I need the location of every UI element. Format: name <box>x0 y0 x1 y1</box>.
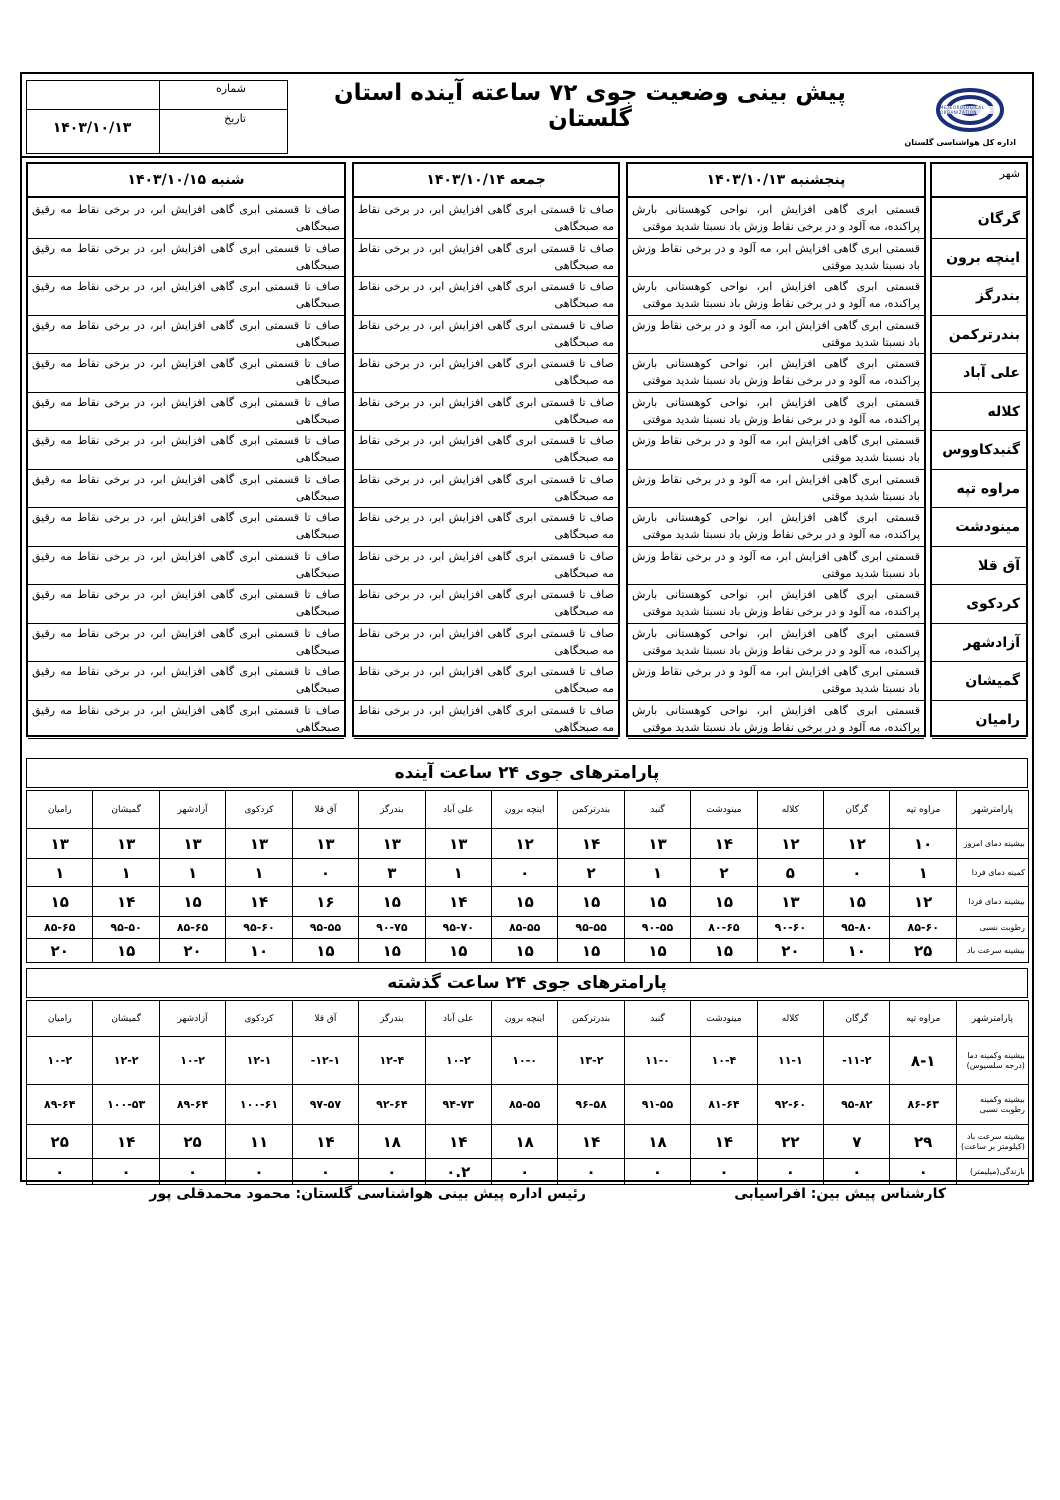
value-cell: ۲ <box>691 859 757 887</box>
value-cell: ۱۴ <box>292 1125 358 1159</box>
city-name: گرگان <box>932 200 1026 239</box>
value-cell: ۱۲-۱- <box>292 1037 358 1085</box>
city-column-header: شهر <box>932 164 1026 198</box>
forecast-cell: صاف تا قسمتی ابری گاهی افزایش ابر، در برخی نقاط مه صبحگاهی <box>354 393 618 432</box>
value-cell: ۰ <box>824 1159 890 1185</box>
value-cell: ۱۴ <box>558 829 624 859</box>
city-name: علی آباد <box>932 354 1026 393</box>
value-cell: ۰ <box>93 1159 159 1185</box>
city-column <box>930 162 1028 737</box>
next24-table <box>26 790 1029 963</box>
value-cell: ۸۹-۶۴ <box>159 1085 225 1125</box>
forecast-cell: قسمتی ابری گاهی افزایش ابر، نواحی کوهستانی بارش پراکنده، مه آلود و در برخی نقاط وزش باد نسبتا شدید موقتی <box>628 354 924 393</box>
value-cell: ۹۰-۶۰ <box>757 917 823 939</box>
forecast-cell: قسمتی ابری گاهی افزایش ابر، نواحی کوهستانی بارش پراکنده، مه آلود و در برخی نقاط وزش باد نسبتا شدید موقتی <box>628 277 924 316</box>
value-cell: ۱۰-۲ <box>27 1037 93 1085</box>
value-cell: ۸۶-۶۳ <box>890 1085 956 1125</box>
parameter-label: بیشینه دمای امروز <box>956 829 1028 859</box>
value-cell: ۲۲ <box>757 1125 823 1159</box>
value-cell: ۱۵ <box>93 939 159 963</box>
forecast-cell: صاف تا قسمتی ابری گاهی افزایش ابر، در برخی نقاط مه رقیق صبحگاهی <box>28 585 344 624</box>
value-cell: ۱۵ <box>824 887 890 917</box>
value-cell: ۷ <box>824 1125 890 1159</box>
value-cell: ۰ <box>491 1159 557 1185</box>
city-header: آزادشهر <box>159 1001 225 1037</box>
value-cell: ۰ <box>757 1159 823 1185</box>
forecast-cell: قسمتی ابری گاهی افزایش ابر، نواحی کوهستانی بارش پراکنده، مه آلود و در برخی نقاط وزش باد نسبتا شدید موقتی <box>628 701 924 740</box>
footer-signatures <box>26 1186 1026 1210</box>
value-cell: ۱۳ <box>624 829 690 859</box>
value-cell: ۱۱-۰ <box>624 1037 690 1085</box>
city-header: آزادشهر <box>159 791 225 829</box>
value-cell: ۹۵-۶۰ <box>226 917 292 939</box>
value-cell: ۱۳ <box>159 829 225 859</box>
value-cell: ۱۰۰-۵۳ <box>93 1085 159 1125</box>
value-cell: ۱۵ <box>27 887 93 917</box>
value-cell: ۱۴ <box>226 887 292 917</box>
parameter-label: بیشینه سرعت باد (کیلومتر بر ساعت) <box>956 1125 1028 1159</box>
value-cell: ۱۴ <box>425 887 491 917</box>
value-cell: ۹۷-۵۷ <box>292 1085 358 1125</box>
value-cell: ۱۸ <box>359 1125 425 1159</box>
table-row <box>27 859 1029 887</box>
value-cell: ۸۵-۶۰ <box>890 917 956 939</box>
table-row <box>27 939 1029 963</box>
value-cell: ۱۵ <box>425 939 491 963</box>
forecast-cell: قسمتی ابری گاهی افزایش ابر، مه آلود و در برخی نقاط وزش باد نسبتا شدید موقتی <box>628 239 924 278</box>
value-cell: ۲۵ <box>159 1125 225 1159</box>
header-divider <box>20 156 1034 158</box>
table-row <box>27 887 1029 917</box>
value-cell: ۲۰ <box>757 939 823 963</box>
city-header: گرگان <box>824 791 890 829</box>
city-header: کردکوی <box>226 1001 292 1037</box>
day-header: شنبه ۱۴۰۳/۱۰/۱۵ <box>28 164 344 198</box>
value-cell: ۰ <box>558 1159 624 1185</box>
value-cell: ۲۹ <box>890 1125 956 1159</box>
value-cell: ۱۰۰-۶۱ <box>226 1085 292 1125</box>
table-header-row <box>27 1001 1029 1037</box>
next24-title: پارامترهای جوی ۲۴ ساعت آینده <box>26 758 1028 788</box>
city-name: آق قلا <box>932 547 1026 586</box>
parameter-label: بارندگی(میلیمتر) <box>956 1159 1028 1185</box>
table-row <box>27 1125 1029 1159</box>
city-header: آق قلا <box>292 791 358 829</box>
value-cell: ۱۵ <box>624 887 690 917</box>
value-cell: ۱۳-۲ <box>558 1037 624 1085</box>
city-header: مراوه تپه <box>890 791 956 829</box>
value-cell: ۸۵-۵۵ <box>491 917 557 939</box>
parameter-label: بیشینه سرعت باد <box>956 939 1028 963</box>
city-header: علی آباد <box>425 791 491 829</box>
forecast-cell: صاف تا قسمتی ابری گاهی افزایش ابر، در برخی نقاط مه رقیق صبحگاهی <box>28 547 344 586</box>
city-header: گنبد <box>624 1001 690 1037</box>
forecast-cell: صاف تا قسمتی ابری گاهی افزایش ابر، در برخی نقاط مه صبحگاهی <box>354 585 618 624</box>
value-cell: ۱۲-۲ <box>93 1037 159 1085</box>
parameter-label: کمینه دمای فردا <box>956 859 1028 887</box>
city-header: رامیان <box>27 791 93 829</box>
value-cell: ۱۳ <box>359 829 425 859</box>
value-cell: ۸۱-۶۴ <box>691 1085 757 1125</box>
value-cell: ۰ <box>691 1159 757 1185</box>
value-cell: ۹۵-۵۵ <box>558 917 624 939</box>
forecast-cell: صاف تا قسمتی ابری گاهی افزایش ابر، در برخی نقاط مه صبحگاهی <box>354 508 618 547</box>
forecast-cell: صاف تا قسمتی ابری گاهی افزایش ابر، در برخی نقاط مه رقیق صبحگاهی <box>28 239 344 278</box>
value-cell: ۱۲ <box>757 829 823 859</box>
city-header: گمیشان <box>93 791 159 829</box>
page-title: پیش بینی وضعیت جوی ۷۲ ساعته آینده استان گلستان <box>334 80 846 132</box>
forecaster-name: کارشناس پیش بین: افراسیابی <box>734 1186 946 1202</box>
value-cell: ۱۴ <box>93 1125 159 1159</box>
value-cell: ۱۴ <box>425 1125 491 1159</box>
date-value: ۱۴۰۳/۱۰/۱۳ <box>52 120 132 136</box>
table-row <box>27 1037 1029 1085</box>
value-cell: ۱۳ <box>425 829 491 859</box>
value-cell: ۱ <box>624 859 690 887</box>
forecast-cell: صاف تا قسمتی ابری گاهی افزایش ابر، در برخی نقاط مه رقیق صبحگاهی <box>28 316 344 355</box>
value-cell: ۳ <box>359 859 425 887</box>
city-header: بندرگز <box>359 791 425 829</box>
forecast-cell: صاف تا قسمتی ابری گاهی افزایش ابر، در برخی نقاط مه رقیق صبحگاهی <box>28 701 344 740</box>
day-column-3 <box>26 162 346 737</box>
forecast-cell: صاف تا قسمتی ابری گاهی افزایش ابر، در برخی نقاط مه رقیق صبحگاهی <box>28 431 344 470</box>
value-cell: ۲۵ <box>890 939 956 963</box>
value-cell: ۱۲ <box>491 829 557 859</box>
table-row <box>27 1159 1029 1185</box>
city-name: کردکوی <box>932 585 1026 624</box>
value-cell: ۰ <box>226 1159 292 1185</box>
forecast-cell: صاف تا قسمتی ابری گاهی افزایش ابر، در برخی نقاط مه رقیق صبحگاهی <box>28 662 344 701</box>
value-cell: ۸۵-۶۵ <box>27 917 93 939</box>
value-cell: ۸۹-۶۴ <box>27 1085 93 1125</box>
value-cell: ۲۰ <box>159 939 225 963</box>
city-header: مینودشت <box>691 1001 757 1037</box>
value-cell: ۹۵-۵۰ <box>93 917 159 939</box>
corner-header: پارامترشهر <box>956 1001 1028 1037</box>
value-cell: ۹۲-۶۰ <box>757 1085 823 1125</box>
value-cell: ۱۵ <box>159 887 225 917</box>
value-cell: ۲ <box>558 859 624 887</box>
city-header: اینچه برون <box>491 1001 557 1037</box>
day-column-2 <box>352 162 620 737</box>
value-cell: ۱۸ <box>624 1125 690 1159</box>
past24-table <box>26 1000 1029 1185</box>
forecast-cell: قسمتی ابری گاهی افزایش ابر، نواحی کوهستانی بارش پراکنده، مه آلود و در برخی نقاط وزش باد نسبتا شدید موقتی <box>628 508 924 547</box>
corner-header: پارامترشهر <box>956 791 1028 829</box>
table-row <box>27 1085 1029 1125</box>
logo-caption-en: METEOROLOGICAL ORGANIZATION <box>940 105 985 115</box>
value-cell: ۱ <box>425 859 491 887</box>
value-cell: ۹۰-۷۵ <box>359 917 425 939</box>
value-cell: ۱ <box>93 859 159 887</box>
city-header: کلاله <box>757 1001 823 1037</box>
value-cell: ۱۰ <box>824 939 890 963</box>
forecast-cell: صاف تا قسمتی ابری گاهی افزایش ابر، در برخی نقاط مه صبحگاهی <box>354 316 618 355</box>
value-cell: ۹۲-۶۴ <box>359 1085 425 1125</box>
value-cell: ۱۱-۲- <box>824 1037 890 1085</box>
value-cell: ۱۵ <box>491 887 557 917</box>
value-cell: ۹۵-۷۰ <box>425 917 491 939</box>
value-cell: ۱۶ <box>292 887 358 917</box>
city-name: بندرترکمن <box>932 316 1026 355</box>
value-cell: ۱۰-۴ <box>691 1037 757 1085</box>
forecast-cell: صاف تا قسمتی ابری گاهی افزایش ابر، در برخی نقاط مه رقیق صبحگاهی <box>28 354 344 393</box>
forecast-cell: صاف تا قسمتی ابری گاهی افزایش ابر، در برخی نقاط مه صبحگاهی <box>354 547 618 586</box>
value-cell: ۱۲-۱ <box>226 1037 292 1085</box>
value-cell: ۱۴ <box>691 829 757 859</box>
value-cell: ۸-۱ <box>890 1037 956 1085</box>
table-row <box>27 917 1029 939</box>
value-cell: ۱۰ <box>890 829 956 859</box>
value-cell: ۸۵-۶۵ <box>159 917 225 939</box>
city-header: مراوه تپه <box>890 1001 956 1037</box>
city-name: آزادشهر <box>932 624 1026 663</box>
city-header: گنبد <box>624 791 690 829</box>
forecast-cell: قسمتی ابری گاهی افزایش ابر، نواحی کوهستانی بارش پراکنده، مه آلود و در برخی نقاط وزش باد نسبتا شدید موقتی <box>628 585 924 624</box>
date-label: تاریخ <box>224 112 246 125</box>
city-header: مینودشت <box>691 791 757 829</box>
value-cell: ۱۵ <box>359 939 425 963</box>
value-cell: ۹۶-۵۸ <box>558 1085 624 1125</box>
forecast-cell: صاف تا قسمتی ابری گاهی افزایش ابر، در برخی نقاط مه صبحگاهی <box>354 431 618 470</box>
value-cell: ۱۵ <box>624 939 690 963</box>
value-cell: ۰ <box>359 1159 425 1185</box>
value-cell: ۱۲-۴ <box>359 1037 425 1085</box>
forecast-cell: صاف تا قسمتی ابری گاهی افزایش ابر، در برخی نقاط مه صبحگاهی <box>354 701 618 740</box>
organization-logo <box>896 82 1016 152</box>
value-cell: ۰ <box>292 859 358 887</box>
value-cell: ۹۵-۸۲ <box>824 1085 890 1125</box>
value-cell: ۱۱-۱ <box>757 1037 823 1085</box>
day-header: جمعه ۱۴۰۳/۱۰/۱۴ <box>354 164 618 198</box>
forecast-cell: صاف تا قسمتی ابری گاهی افزایش ابر، در برخی نقاط مه صبحگاهی <box>354 239 618 278</box>
past24-title: پارامترهای جوی ۲۴ ساعت گذشته <box>26 968 1028 998</box>
forecast-cell: قسمتی ابری گاهی افزایش ابر، مه آلود و در برخی نقاط وزش باد نسبتا شدید موقتی <box>628 662 924 701</box>
value-cell: ۹۱-۵۵ <box>624 1085 690 1125</box>
city-name: رامیان <box>932 701 1026 740</box>
value-cell: ۱۵ <box>558 939 624 963</box>
city-name: گمیشان <box>932 662 1026 701</box>
value-cell: ۱۰-۲ <box>425 1037 491 1085</box>
forecast-cell: صاف تا قسمتی ابری گاهی افزایش ابر، در برخی نقاط مه رقیق صبحگاهی <box>28 508 344 547</box>
value-cell: ۱۴ <box>691 1125 757 1159</box>
value-cell: ۰ <box>159 1159 225 1185</box>
value-cell: ۱۵ <box>292 939 358 963</box>
parameter-label: بیشینه دمای فردا <box>956 887 1028 917</box>
forecast-cell: صاف تا قسمتی ابری گاهی افزایش ابر، در برخی نقاط مه رقیق صبحگاهی <box>28 624 344 663</box>
forecast-cell: قسمتی ابری گاهی افزایش ابر، مه آلود و در برخی نقاط وزش باد نسبتا شدید موقتی <box>628 316 924 355</box>
value-cell: ۸۰-۶۵ <box>691 917 757 939</box>
value-cell: ۱۲ <box>824 829 890 859</box>
value-cell: ۱۰-۰ <box>491 1037 557 1085</box>
department-head-name: رئیس اداره پیش بینی هواشناسی گلستان: محمود محمدقلی پور <box>149 1186 586 1202</box>
value-cell: ۱۵ <box>359 887 425 917</box>
value-cell: ۱۸ <box>491 1125 557 1159</box>
table-header-row <box>27 791 1029 829</box>
value-cell: ۱۳ <box>27 829 93 859</box>
value-cell: ۰.۲ <box>425 1159 491 1185</box>
forecast-cell: صاف تا قسمتی ابری گاهی افزایش ابر، در برخی نقاط مه صبحگاهی <box>354 470 618 509</box>
city-header: گمیشان <box>93 1001 159 1037</box>
city-header: بندرگز <box>359 1001 425 1037</box>
value-cell: ۰ <box>890 1159 956 1185</box>
value-cell: ۲۵ <box>27 1125 93 1159</box>
city-header: گرگان <box>824 1001 890 1037</box>
value-cell: ۸۵-۵۵ <box>491 1085 557 1125</box>
city-header: اینچه برون <box>491 791 557 829</box>
value-cell: ۱۳ <box>757 887 823 917</box>
parameter-label: رطوبت نسبی <box>956 917 1028 939</box>
forecast-cell: قسمتی ابری گاهی افزایش ابر، نواحی کوهستانی بارش پراکنده، مه آلود و در برخی نقاط وزش باد نسبتا شدید موقتی <box>628 200 924 239</box>
value-cell: ۹۴-۷۳ <box>425 1085 491 1125</box>
value-cell: ۰ <box>491 859 557 887</box>
value-cell: ۹۵-۵۵ <box>292 917 358 939</box>
city-header: کردکوی <box>226 791 292 829</box>
day-column-1 <box>626 162 926 737</box>
value-cell: ۱۰ <box>226 939 292 963</box>
value-cell: ۱۳ <box>226 829 292 859</box>
value-cell: ۱۳ <box>93 829 159 859</box>
day-header: پنجشنبه ۱۴۰۳/۱۰/۱۳ <box>628 164 924 198</box>
value-cell: ۹۰-۵۵ <box>624 917 690 939</box>
value-cell: ۱۵ <box>491 939 557 963</box>
forecast-cell: قسمتی ابری گاهی افزایش ابر، نواحی کوهستانی بارش پراکنده، مه آلود و در برخی نقاط وزش باد نسبتا شدید موقتی <box>628 624 924 663</box>
city-name: اینچه برون <box>932 239 1026 278</box>
parameter-label: بیشینه وکمینه دما (درجه سلسیوس) <box>956 1037 1028 1085</box>
city-name: مینودشت <box>932 508 1026 547</box>
city-name: مراوه تپه <box>932 470 1026 509</box>
city-header: علی آباد <box>425 1001 491 1037</box>
city-header: کلاله <box>757 791 823 829</box>
forecast-cell: صاف تا قسمتی ابری گاهی افزایش ابر، در برخی نقاط مه رقیق صبحگاهی <box>28 277 344 316</box>
value-cell: ۱۲ <box>890 887 956 917</box>
value-cell: ۰ <box>27 1159 93 1185</box>
forecast-cell: صاف تا قسمتی ابری گاهی افزایش ابر، در برخی نقاط مه صبحگاهی <box>354 200 618 239</box>
value-cell: ۱ <box>159 859 225 887</box>
value-cell: ۱۵ <box>558 887 624 917</box>
city-header: بندرترکمن <box>558 791 624 829</box>
value-cell: ۵ <box>757 859 823 887</box>
value-cell: ۱ <box>226 859 292 887</box>
logo-caption: اداره کل هواشناسی گلستان <box>904 138 1016 147</box>
city-header: آق قلا <box>292 1001 358 1037</box>
forecast-cell: قسمتی ابری گاهی افزایش ابر، مه آلود و در برخی نقاط وزش باد نسبتا شدید موقتی <box>628 431 924 470</box>
value-cell: ۱۴ <box>558 1125 624 1159</box>
value-cell: ۲۰ <box>27 939 93 963</box>
forecast-cell: قسمتی ابری گاهی افزایش ابر، مه آلود و در برخی نقاط وزش باد نسبتا شدید موقتی <box>628 547 924 586</box>
value-cell: ۰ <box>292 1159 358 1185</box>
value-cell: ۱۵ <box>691 939 757 963</box>
forecast-cell: قسمتی ابری گاهی افزایش ابر، مه آلود و در برخی نقاط وزش باد نسبتا شدید موقتی <box>628 470 924 509</box>
value-cell: ۹۵-۸۰ <box>824 917 890 939</box>
forecast-cell: صاف تا قسمتی ابری گاهی افزایش ابر، در برخی نقاط مه صبحگاهی <box>354 354 618 393</box>
forecast-cell: صاف تا قسمتی ابری گاهی افزایش ابر، در برخی نقاط مه صبحگاهی <box>354 662 618 701</box>
forecast-cell: صاف تا قسمتی ابری گاهی افزایش ابر، در برخی نقاط مه رقیق صبحگاهی <box>28 470 344 509</box>
city-name: گنبدکاووس <box>932 431 1026 470</box>
value-cell: ۱ <box>27 859 93 887</box>
forecast-cell: صاف تا قسمتی ابری گاهی افزایش ابر، در برخی نقاط مه صبحگاهی <box>354 624 618 663</box>
value-cell: ۱۴ <box>93 887 159 917</box>
value-cell: ۱۱ <box>226 1125 292 1159</box>
city-name: بندرگز <box>932 277 1026 316</box>
value-cell: ۱۵ <box>691 887 757 917</box>
value-cell: ۰ <box>824 859 890 887</box>
city-name: کلاله <box>932 393 1026 432</box>
forecast-cell: قسمتی ابری گاهی افزایش ابر، نواحی کوهستانی بارش پراکنده، مه آلود و در برخی نقاط وزش باد نسبتا شدید موقتی <box>628 393 924 432</box>
value-cell: ۱ <box>890 859 956 887</box>
parameter-label: بیشینه وکمینه رطوبت نسبی <box>956 1085 1028 1125</box>
city-header: رامیان <box>27 1001 93 1037</box>
city-header: بندرترکمن <box>558 1001 624 1037</box>
value-cell: ۱۰-۲ <box>159 1037 225 1085</box>
forecast-cell: صاف تا قسمتی ابری گاهی افزایش ابر، در برخی نقاط مه صبحگاهی <box>354 277 618 316</box>
forecast-cell: صاف تا قسمتی ابری گاهی افزایش ابر، در برخی نقاط مه رقیق صبحگاهی <box>28 393 344 432</box>
value-cell: ۰ <box>624 1159 690 1185</box>
table-row <box>27 829 1029 859</box>
value-cell: ۱۳ <box>292 829 358 859</box>
number-label: شماره <box>215 82 246 95</box>
forecast-cell: صاف تا قسمتی ابری گاهی افزایش ابر، در برخی نقاط مه رقیق صبحگاهی <box>28 200 344 239</box>
